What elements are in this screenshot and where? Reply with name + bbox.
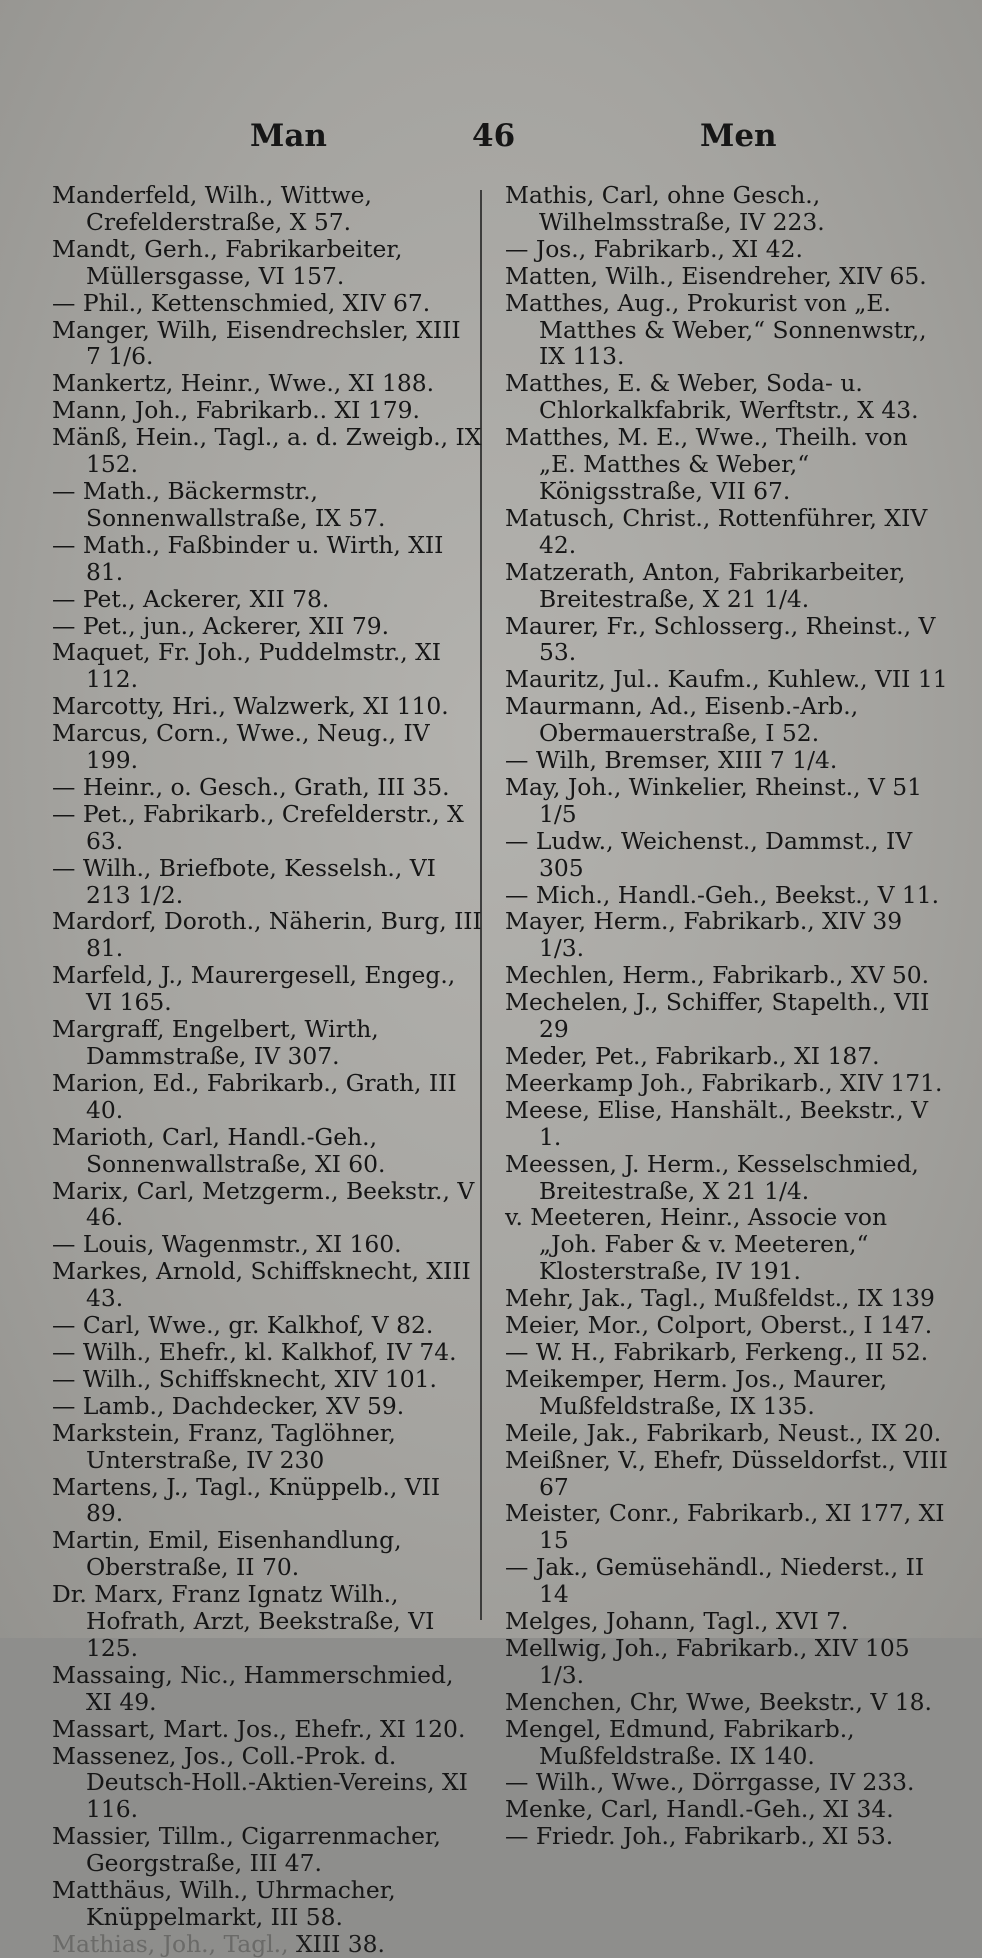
directory-entry: Matthes, E. & Weber, Soda- u. Chlorkalkfabrik, Werftstr., X 43.: [505, 369, 919, 425]
left-footer-entry: [52, 1931, 482, 1958]
directory-entry: Meier, Mor., Colport, Oberst., I 147.: [505, 1311, 933, 1340]
directory-entry: Margraff, Engelbert, Wirth, Dammstraße, IV 307.: [52, 1015, 379, 1070]
directory-entry: Matzerath, Anton, Fabrikarbeiter, Breitestraße, X 21 1/4.: [505, 557, 906, 613]
directory-entry: — Mich., Handl.-Geh., Beekst., V 11.: [505, 880, 940, 909]
directory-entry: — Pet., jun., Ackerer, XII 79.: [52, 611, 390, 640]
directory-entry: Mathis, Carl, ohne Gesch., Wilhelmsstraße, IV 223.: [505, 181, 825, 236]
directory-entry: — W. H., Fabrikarb, Ferkeng., II 52.: [505, 1337, 929, 1366]
directory-entry: Mayer, Herm., Fabrikarb., XIV 39 1/3.: [505, 907, 903, 963]
directory-entry: Meerkamp Joh., Fabrikarb., XIV 171.: [505, 1068, 943, 1097]
directory-entry: Mechelen, J., Schiffer, Stapelth., VII 29: [505, 988, 930, 1044]
directory-entry: Marix, Carl, Metzgerm., Beekstr., V 46.: [52, 1176, 475, 1232]
right-column: [505, 182, 950, 1850]
directory-entry: Massaing, Nic., Hammerschmied, XI 49.: [52, 1660, 454, 1716]
directory-entry: — Wilh., Briefbote, Kesselsh., VI 213 1/2.: [52, 853, 436, 909]
directory-entry: Menchen, Chr, Wwe, Beekstr., V 18.: [505, 1687, 932, 1716]
directory-entry: Mengel, Edmund, Fabrikarb., Mußfeldstraße. IX 140.: [505, 1714, 855, 1770]
directory-entry: — Ludw., Weichenst., Dammst., IV 305: [505, 826, 913, 882]
directory-entry: Mankertz, Heinr., Wwe., XI 188.: [52, 369, 435, 398]
directory-entry: Mechlen, Herm., Fabrikarb., XV 50.: [505, 961, 930, 990]
header-right-guide-word: Men: [700, 118, 777, 154]
directory-entry: — Louis, Wagenmstr., XI 160.: [52, 1230, 402, 1259]
directory-entry: Meessen, J. Herm., Kesselschmied, Breitestraße, X 21 1/4.: [505, 1149, 919, 1205]
directory-entry: Mandt, Gerh., Fabrikarbeiter, Müllersgasse, VI 157.: [52, 234, 403, 290]
directory-entry: — Phil., Kettenschmied, XIV 67.: [52, 288, 431, 317]
left-footer-faded-text: Mathias, Joh., Tagl.,: [52, 1929, 289, 1958]
directory-entry: Menke, Carl, Handl.-Geh., XI 34.: [505, 1795, 894, 1824]
directory-entry: Meißner, V., Ehefr, Düsseldorfst., VIII 67: [505, 1445, 948, 1501]
directory-entry: Meikemper, Herm. Jos., Maurer, Mußfeldstraße, IX 135.: [505, 1364, 888, 1420]
directory-entry: — Jak., Gemüsehändl., Niederst., II 14: [505, 1553, 925, 1609]
directory-entry: Matten, Wilh., Eisendreher, XIV 65.: [505, 261, 927, 290]
directory-entry: Massart, Mart. Jos., Ehefr., XI 120.: [52, 1714, 466, 1743]
directory-entry: Maurmann, Ad., Eisenb.-Arb., Obermauerstraße, I 52.: [505, 692, 859, 748]
directory-entry: Martens, J., Tagl., Knüppelb., VII 89.: [52, 1472, 441, 1528]
directory-entry: Massenez, Jos., Coll.-Prok. d. Deutsch-Holl.-Aktien-Vereins, XI 116.: [52, 1741, 468, 1824]
directory-entry: — Lamb., Dachdecker, XV 59.: [52, 1391, 405, 1420]
directory-entry: Mann, Joh., Fabrikarb.. XI 179.: [52, 396, 420, 425]
directory-entry: Manger, Wilh, Eisendrechsler, XIII 7 1/6.: [52, 315, 461, 371]
directory-entry: May, Joh., Winkelier, Rheinst., V 51 1/5: [505, 772, 923, 828]
directory-entry: Marcus, Corn., Wwe., Neug., IV 199.: [52, 719, 430, 775]
directory-entry: Meile, Jak., Fabrikarb, Neust., IX 20.: [505, 1418, 942, 1447]
directory-entry: — Pet., Ackerer, XII 78.: [52, 584, 330, 613]
directory-entry: Matthäus, Wilh., Uhrmacher, Knüppelmarkt, III 58.: [52, 1876, 396, 1931]
directory-entry: — Math., Bäckermstr., Sonnenwallstraße, IX 57.: [52, 476, 386, 532]
directory-entry: Marfeld, J., Maurergesell, Engeg., VI 165.: [52, 961, 456, 1017]
directory-entry: — Pet., Fabrikarb., Crefelderstr., X 63.: [52, 799, 464, 855]
directory-entry: — Wilh., Wwe., Dörrgasse, IV 233.: [505, 1768, 915, 1797]
directory-entry: Markstein, Franz, Taglöhner, Unterstraße, IV 230: [52, 1418, 396, 1474]
directory-entry: Marioth, Carl, Handl.-Geh., Sonnenwallstraße, XI 60.: [52, 1122, 386, 1178]
directory-entry: — Wilh., Schiffsknecht, XIV 101.: [52, 1364, 437, 1393]
directory-entry: Dr. Marx, Franz Ignatz Wilh., Hofrath, Arzt, Beekstraße, VI 125.: [52, 1580, 435, 1662]
directory-entry: Mänß, Hein., Tagl., a. d. Zweigb., IX 152.: [52, 423, 482, 479]
directory-entry: Mauritz, Jul.. Kaufm., Kuhlew., VII 11: [505, 665, 948, 694]
page-number: 46: [472, 118, 516, 154]
directory-entry: — Friedr. Joh., Fabrikarb., XI 53.: [505, 1822, 894, 1851]
directory-entry: Mehr, Jak., Tagl., Mußfeldst., IX 139: [505, 1284, 935, 1313]
directory-entry: Matusch, Christ., Rottenführer, XIV 42.: [505, 503, 928, 559]
directory-entry: — Math., Faßbinder u. Wirth, XII 81.: [52, 530, 444, 586]
directory-entry: — Wilh, Bremser, XIII 7 1/4.: [505, 746, 838, 775]
directory-entry: Maquet, Fr. Joh., Puddelmstr., XI 112.: [52, 638, 442, 694]
left-footer-value: XIII 38.: [295, 1929, 385, 1958]
directory-entry: Matthes, Aug., Prokurist von „E. Matthes & Weber,“ Sonnenwstr,, IX 113.: [505, 288, 927, 371]
directory-entry: Manderfeld, Wilh., Wittwe, Crefelderstraße, X 57.: [52, 181, 372, 236]
directory-entry: Meister, Conr., Fabrikarb., XI 177, XI 15: [505, 1499, 945, 1555]
directory-entry: — Heinr., o. Gesch., Grath, III 35.: [52, 772, 450, 801]
directory-entry: Mardorf, Doroth., Näherin, Burg, III 81.: [52, 907, 482, 963]
directory-entry: — Jos., Fabrikarb., XI 42.: [505, 234, 803, 263]
directory-entry: Marion, Ed., Fabrikarb., Grath, III 40.: [52, 1068, 457, 1124]
directory-entry: v. Meeteren, Heinr., Associe von „Joh. Faber & v. Meeteren,“ Klosterstraße, IV 191.: [505, 1203, 888, 1286]
directory-entry: Meese, Elise, Hanshält., Beekstr., V 1.: [505, 1095, 928, 1151]
directory-entry: Meder, Pet., Fabrikarb., XI 187.: [505, 1042, 880, 1070]
directory-entry: Martin, Emil, Eisenhandlung, Oberstraße, II 70.: [52, 1526, 402, 1582]
directory-entry: Markes, Arnold, Schiffsknecht, XIII 43.: [52, 1257, 471, 1313]
left-column: [52, 182, 482, 1958]
directory-entry: Mellwig, Joh., Fabrikarb., XIV 105 1/3.: [505, 1633, 910, 1689]
header-left-guide-word: Man: [250, 118, 327, 154]
directory-entry: Maurer, Fr., Schlosserg., Rheinst., V 53.: [505, 611, 936, 667]
page-header: [0, 118, 982, 168]
directory-entry: Massier, Tillm., Cigarrenmacher, Georgstraße, III 47.: [52, 1822, 441, 1878]
directory-entry: — Carl, Wwe., gr. Kalkhof, V 82.: [52, 1311, 434, 1340]
directory-entry: Marcotty, Hri., Walzwerk, XI 110.: [52, 692, 449, 721]
directory-entry: Melges, Johann, Tagl., XVI 7.: [505, 1607, 849, 1636]
directory-entry: Matthes, M. E., Wwe., Theilh. von „E. Matthes & Weber,“ Königsstraße, VII 67.: [505, 423, 908, 505]
directory-entry: — Wilh., Ehefr., kl. Kalkhof, IV 74.: [52, 1337, 457, 1366]
